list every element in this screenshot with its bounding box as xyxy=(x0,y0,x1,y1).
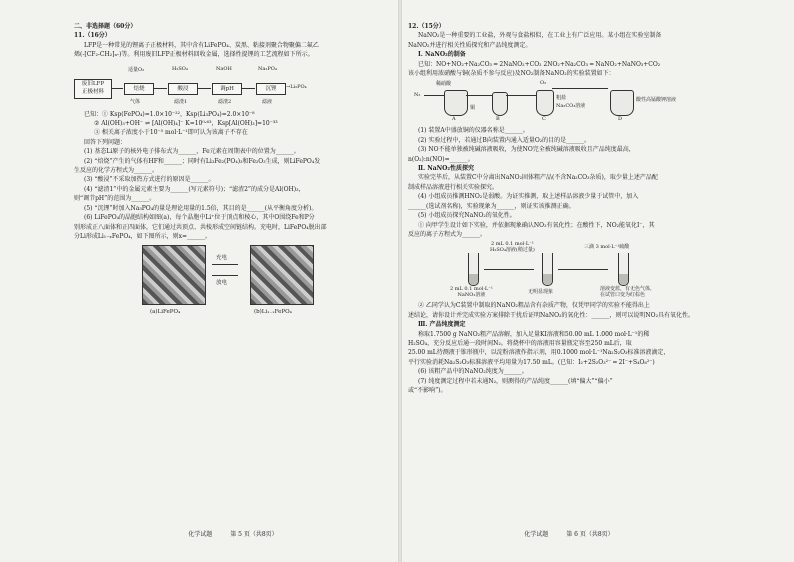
footer-subject: 化学试题 xyxy=(524,531,549,538)
part-3-line: (6) 该粗产品中的NaNO₂纯度为______。 xyxy=(418,368,528,376)
page-6 xyxy=(408,22,730,542)
q12-intro-line: NaNO₂是一种重要的工业盐，外观与食盐相似，在工业上有广泛应用。某小组在实验室制备 xyxy=(418,32,662,40)
part-3-line: 或“不影响”)。 xyxy=(408,386,447,394)
q11-subquestion: (2) “焙烧”产生的气体有HF和______；同时有Li₃Fe₂(PO₄)₃和Fe₂O₃生成，则LiFePO₄发 xyxy=(84,157,321,165)
part-3-line: (7) 纯度测定过程中若未通N₂，则测得的产品纯度______(填“偏大”“偏小” xyxy=(418,377,613,385)
answer-prompt: 回答下列问题： xyxy=(84,138,127,146)
question-11-number: 11.（16分） xyxy=(74,32,111,40)
flow-output: 气体 xyxy=(130,98,141,105)
part-2-line: (4) 小组成员推测HNO₂是弱酸。为证实推测，取上述样品溶液少量于试管中，加入 xyxy=(418,193,639,201)
apparatus-diagram xyxy=(408,80,730,124)
apparatus-letter: B xyxy=(496,116,500,123)
q11-subquestion: (4) “滤渣1”中的金属元素主要为______(写元素符号)；“滤渣2”的成分是Al(OH)₃， xyxy=(84,185,305,193)
known-condition: ② Al(OH)₃+OH⁻ ⇌ [Al(OH)₄]⁻ K=10⁰·⁶³，Ksp[Al(OH)₃]=10⁻³³ xyxy=(94,120,278,128)
test-tube-diagram xyxy=(408,241,730,299)
charge-label: 充电 xyxy=(216,255,228,262)
apparatus-label: 铜 xyxy=(470,105,476,112)
tube-caption: 无明显现象 xyxy=(528,289,554,296)
q11-subquestion: (1) 基态Li原子的核外电子排布式为______，Fe元素在周期表中的位置为______。 xyxy=(84,148,300,156)
tube-caption: 2 mL 0.1 mol·L⁻¹ NaNO₂溶液 xyxy=(450,286,493,299)
caption-a: (a)LiFePO₄ xyxy=(150,309,181,316)
question-12-number: 12.（15分） xyxy=(408,23,445,30)
flow-output: 滤渣1 xyxy=(174,98,188,105)
part-2-line: 反应的离子方程式为______。 xyxy=(408,230,487,238)
flow-product: →Li₂PO₄ xyxy=(286,83,307,90)
part-3-line: 平行实验消耗Na₂S₂O₃标准溶液平均用量为17.50 mL。(已知：I₂+2S₂O₃²⁻ ═ 2I⁻+S₄O₆²⁻) xyxy=(408,358,655,366)
apparatus-letter: D xyxy=(618,116,623,123)
part-1-question: (3) NO不能单独被纯碱溶液吸收，为使NO完全被纯碱溶液吸收且产品纯度最高， xyxy=(418,146,635,154)
q11-subquestion: (3) “酸浸”不采取加热方式进行的原因是______。 xyxy=(84,176,215,184)
caption-b: (b)Li₁₋ₓFePO₄ xyxy=(254,309,292,316)
q11-subquestion: (5) “沉锂”时加入Na₃PO₄的量是理论用量的1.5倍，其目的是______(从平衡角度分析)。 xyxy=(84,204,318,212)
flask-a xyxy=(444,90,468,116)
footer-subject: 化学试题 xyxy=(188,531,213,538)
page-5 xyxy=(74,22,392,542)
page-fold xyxy=(398,0,402,562)
flow-step: 焙烧 xyxy=(124,83,154,95)
apparatus-letter: A xyxy=(452,116,456,123)
tube-1 xyxy=(468,253,479,286)
apparatus-label: Na₂CO₃溶液 xyxy=(556,103,586,110)
known-condition: ③ 相关离子浓度小于10⁻⁵ mol·L⁻¹即可认为该离子不存在 xyxy=(94,129,248,137)
apparatus-label: N₂ xyxy=(414,92,421,99)
section-title: 二、非选择题（60分） xyxy=(74,23,137,30)
tube-reagent-label: 三滴 3 mol·L⁻¹硫酸 xyxy=(584,244,630,251)
cell-li1-xfepo4-image xyxy=(250,245,314,305)
discharge-label: 放电 xyxy=(216,280,228,287)
part-1-question: n(O₂):n(NO)=______。 xyxy=(408,155,474,163)
q11-subquestion: 生反应的化学方程式为______。 xyxy=(74,167,159,175)
q11-intro-line: LFP是一种常见的锂离子正极材料，其中含有LiFePO₄、炭黑、粘接剂聚合物聚偏二氟乙 xyxy=(84,41,319,49)
apparatus-letter: C xyxy=(542,116,546,123)
flow-step: 沉锂 xyxy=(256,83,286,95)
crystal-structure-figure xyxy=(74,245,392,325)
footer-page: 第 5 页（共8页） xyxy=(230,531,278,538)
part-2-line: 述结论，请你设计并完成实验方案排除干扰后证明NaNO₂的氧化性：______，则可以说明NO₂具有氧化性。 xyxy=(408,311,694,319)
part-3-title: Ⅲ. 产品纯度测定 xyxy=(418,321,466,329)
page-footer xyxy=(408,529,730,538)
tube-reagent-label: 2 mL 0.1 mol·L⁻¹ H₂SO₄溶液(稍过量) xyxy=(490,241,535,254)
q12-intro-line: NaNO₂并进行相关性质探究和产品纯度测定。 xyxy=(408,41,532,49)
flow-reagent: H₂SO₄ xyxy=(172,65,188,72)
flow-reagent: Na₂PO₄ xyxy=(258,65,277,72)
known-condition: 已知：① Ksp(FePO₄)=1.0×10⁻²²，Ksp(Li₃PO₄)=2.0×10⁻⁸ xyxy=(84,110,255,118)
flow-feed: 废旧LFP 正极材料 xyxy=(74,79,112,99)
tube-3 xyxy=(618,253,629,286)
apparatus-label: O₂ xyxy=(540,80,547,87)
part-2-line: ② 乙同学认为C装置中制取的NaNO₂粗品含有杂质产物，仅凭甲同学的实验不能得出上 xyxy=(418,302,650,310)
flow-output: 滤渣2 xyxy=(218,98,232,105)
q11-intro-line: 烯(-[CF₂-CH₂]ₙ-)等。利用废旧LFP正极材料回收金属，选择性提锂的工艺流程如下所示。 xyxy=(74,51,314,59)
footer-page: 第 6 页（共8页） xyxy=(566,531,614,538)
part-2-line: (5) 小组成员探究NaNO₂的氧化性。 xyxy=(418,212,516,220)
flask-d xyxy=(610,90,634,116)
apparatus-label: 粗盐 xyxy=(556,95,567,102)
part-3-line: H₂SO₄，充分反应后通一段时间N₂。将烧杯中的溶液用容量瓶定容至250 mL后，取 xyxy=(408,339,632,347)
part-3-line: 25.00 mL待测液于锥形瓶中，以淀粉溶液作指示剂，用0.1000 mol·L⁻¹Na₂S₂O₃标准溶液滴定， xyxy=(408,349,670,357)
cell-lifepo4-image xyxy=(142,245,206,305)
part-1-line: 该小组利用浓硝酸与铜(杂质不参与反应)及NO₂制备NaNO₂的实验装置如下： xyxy=(408,70,615,78)
flow-reagent: NaOH xyxy=(216,65,232,72)
part-2-line: 实验完毕后，从装置C中分离出NaNO₂固体粗产品(不含Na₂CO₃杂质)，取少量上述产品配 xyxy=(418,174,658,182)
tube-2 xyxy=(542,253,553,286)
bottle-c xyxy=(536,90,554,116)
part-1-title: Ⅰ. NaNO₂的制备 xyxy=(418,51,466,59)
process-flowchart xyxy=(74,63,392,107)
part-1-question: (2) 实验过程中，若通过B向装置内通入适量O₂的目的是______。 xyxy=(418,136,591,144)
tube-caption: 溶液变蓝，有无色气体， 在试管口变为红棕色 xyxy=(600,286,656,299)
apparatus-label: 稀硝酸 xyxy=(436,81,452,88)
flow-output: 滤液 xyxy=(262,98,273,105)
q11-subquestion: 分Li形成Li₁₋ₓFePO₄，如下图所示，则x=______。 xyxy=(74,232,212,240)
part-2-line: ① 向甲学生设计如下实验，并依据现象确认NO₂有氧化性；在酸性下，NO₂能氧化I⁻，其 xyxy=(418,221,655,229)
part-1-question: (1) 装置A中盛放铜的仪器名称是______。 xyxy=(418,127,529,135)
part-2-title: Ⅱ. NaNO₂性质探究 xyxy=(418,165,474,173)
q11-subquestion: 则“调节pH”的范围为______。 xyxy=(74,195,156,203)
apparatus-label: 酸性高锰酸钾溶液 xyxy=(636,97,677,104)
part-2-line: 制成样品溶液进行相关实验探究。 xyxy=(408,183,499,191)
q11-subquestion: (6) LiFePO₄的晶胞结构如图(a)，每个晶胞中Li⁺位于顶点和棱心，其中O围绕Fe和P分 xyxy=(84,214,315,222)
flow-step: 酸浸 xyxy=(168,83,198,95)
q11-subquestion: 别形成正八面体和正四面体，它们通过共顶点、共棱形成空间链结构。充电时，LiFePO₄脱出部 xyxy=(74,223,327,231)
part-3-line: 称取1.7500 g NaNO₂粗产品溶解，加入足量KI溶液和50.00 mL 1.000 mol·L⁻¹的稀 xyxy=(418,330,650,338)
page-footer xyxy=(74,529,392,538)
part-2-line: ______(选试剂名称)，实验现象为______，则证实该推测正确。 xyxy=(408,202,575,210)
flow-reagent: 适量O₂ xyxy=(128,66,145,73)
part-1-line: 已知：NO+NO₂+Na₂CO₃ ═ 2NaNO₂+CO₂ 2NO₂+Na₂CO₃ ═ NaNO₂+NaNO₃+CO₂ xyxy=(418,60,661,68)
flow-step: 调pH xyxy=(212,83,242,95)
